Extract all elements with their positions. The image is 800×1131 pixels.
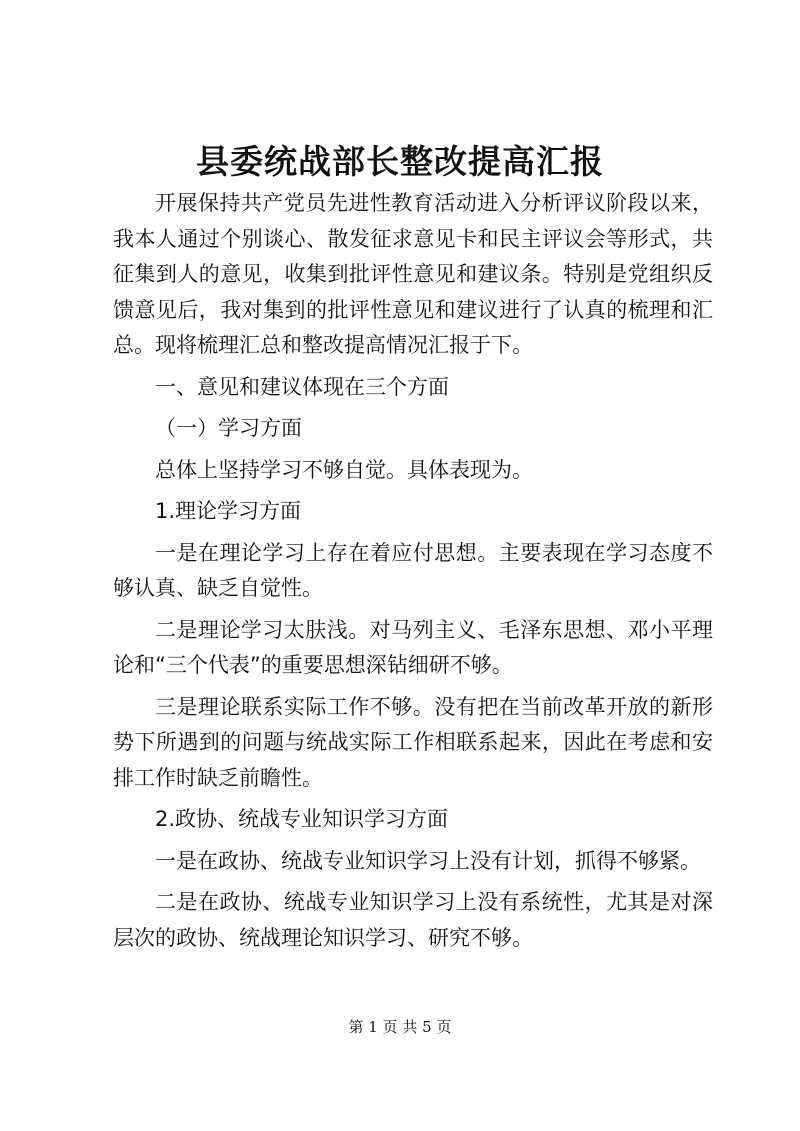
page-footer: 第 1 页 共 5 页	[348, 1018, 452, 1036]
paragraph: 总体上坚持学习不够自觉。具体表现为。	[155, 457, 533, 482]
document-body	[113, 186, 713, 956]
document-title: 县委统战部长整改提高汇报	[196, 142, 604, 181]
item-heading: 2.政协、统战专业知识学习方面	[155, 807, 449, 831]
paragraph: 二是在政协、统战专业知识学习上没有系统性，尤其是对深层次的政协、统战理论知识学习、研究不够。	[113, 890, 713, 950]
item-heading: 1.理论学习方面	[155, 499, 302, 523]
paragraph: 三是理论联系实际工作不够。没有把在当前改革开放的新形势下所遇到的问题与统战实际工作相联系起来，因此在考虑和安排工作时缺乏前瞻性。	[113, 694, 713, 790]
subsection-heading: （一）学习方面	[155, 416, 302, 440]
paragraph: 二是理论学习太肤浅。对马列主义、毛泽东思想、邓小平理论和“三个代表”的重要思想深钻细研不够。	[113, 617, 713, 677]
intro-paragraph: 开展保持共产党员先进性教育活动进入分析评议阶段以来，我本人通过个别谈心、散发征求意见卡和民主评议会等形式，共征集到人的意见，收集到批评性意见和建议条。特别是党组织反馈意见后，我对集到的批评性意见和建议进行了认真的梳理和汇总。现将梳理汇总和整改提高情况汇报于下。	[113, 191, 713, 357]
paragraph: 一是在政协、统战专业知识学习上没有计划，抓得不够紧。	[155, 848, 701, 873]
paragraph: 一是在理论学习上存在着应付思想。主要表现在学习态度不够认真、缺乏自觉性。	[113, 540, 713, 600]
section-heading: 一、意见和建议体现在三个方面	[155, 374, 449, 399]
